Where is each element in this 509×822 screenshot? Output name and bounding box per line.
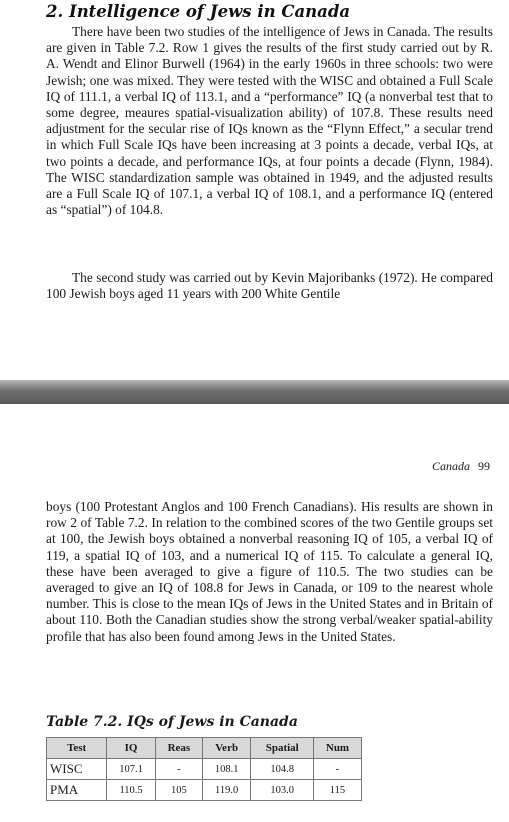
table-cell: 103.0 <box>251 780 314 801</box>
page-bottom <box>0 404 509 822</box>
table-cell: - <box>155 759 202 780</box>
running-head-title: Canada <box>431 459 470 473</box>
header-iq: IQ <box>107 738 156 759</box>
table-cell: 107.1 <box>107 759 156 780</box>
running-head <box>432 459 490 474</box>
table-cell: 110.5 <box>107 780 156 801</box>
table-row <box>47 759 362 780</box>
header-verb: Verb <box>202 738 251 759</box>
page-top <box>0 0 509 380</box>
header-reas: Reas <box>155 738 202 759</box>
page-number: 99 <box>478 459 490 473</box>
table-cell: 119.0 <box>202 780 251 801</box>
section-heading: 2. Intelligence of Jews in Canada <box>46 2 351 21</box>
iq-table <box>46 737 362 801</box>
table-cell: 108.1 <box>202 759 251 780</box>
header-test: Test <box>47 738 107 759</box>
table-cell: - <box>313 759 361 780</box>
paragraph-2: The second study was carried out by Kevin Majoribanks (1972). He compared 100 Jewish boys aged 11 years with 200 White Gentile <box>46 270 493 302</box>
paragraph-1: There have been two studies of the intelligence of Jews in Canada. The results are given in Table 7.2. Row 1 gives the results of the first study carried out by R. A. Wendt and Elinor Burwell (1964) in the early 1960s in three schools: two were Jewish; one was mixed. They were tested with the WISC and obtained a Full Scale IQ of 111.1, a verbal IQ of 113.1, and a “performance” IQ (a nonverbal test that to some degree, meaures spatial-visualization ability) of 107.8. These results need adjustment for the secular rise of IQs known as the “Flynn Effect,” a secular trend in which Full Scale IQs have been increasing at 3 points a decade, verbal IQs, at two points a decade, and performance IQs, at four points a decade (Flynn, 1984). The WISC standardization sample was obtained in 1949, and the adjusted results are a Full Scale IQ of 107.1, a verbal IQ of 108.1, and a performance IQ (entered as “spatial”) of 104.8. <box>46 24 493 218</box>
table-cell: 115 <box>313 780 361 801</box>
table-header-row <box>47 738 362 759</box>
paragraph-3: boys (100 Protestant Anglos and 100 French Canadians). His results are shown in row 2 of Table 7.2. In relation to the combined scores of the two Gentile groups set at 100, the Jewish boys obtained a nonverbal reasoning IQ of 105, a verbal IQ of 119, a spatial IQ of 103, and a numerical IQ of 115. To calculate a general IQ, these have been averaged to give a figure of 110.5. The two studies can be averaged to give an IQ of 108.8 for Jews in Canada, or 109 to the nearest whole number. This is close to the mean IQs of Jews in the United States and in Britain of about 110. Both the Canadian studies show the strong verbal/weaker spatial-ability profile that has also been found among Jews in the United States. <box>46 499 493 644</box>
header-spatial: Spatial <box>251 738 314 759</box>
table-cell: PMA <box>47 780 107 801</box>
table-cell: WISC <box>47 759 107 780</box>
header-num: Num <box>313 738 361 759</box>
table-row <box>47 780 362 801</box>
table-caption: Table 7.2. IQs of Jews in Canada <box>46 714 298 730</box>
page-separator <box>0 380 509 404</box>
table-cell: 105 <box>155 780 202 801</box>
table-cell: 104.8 <box>251 759 314 780</box>
